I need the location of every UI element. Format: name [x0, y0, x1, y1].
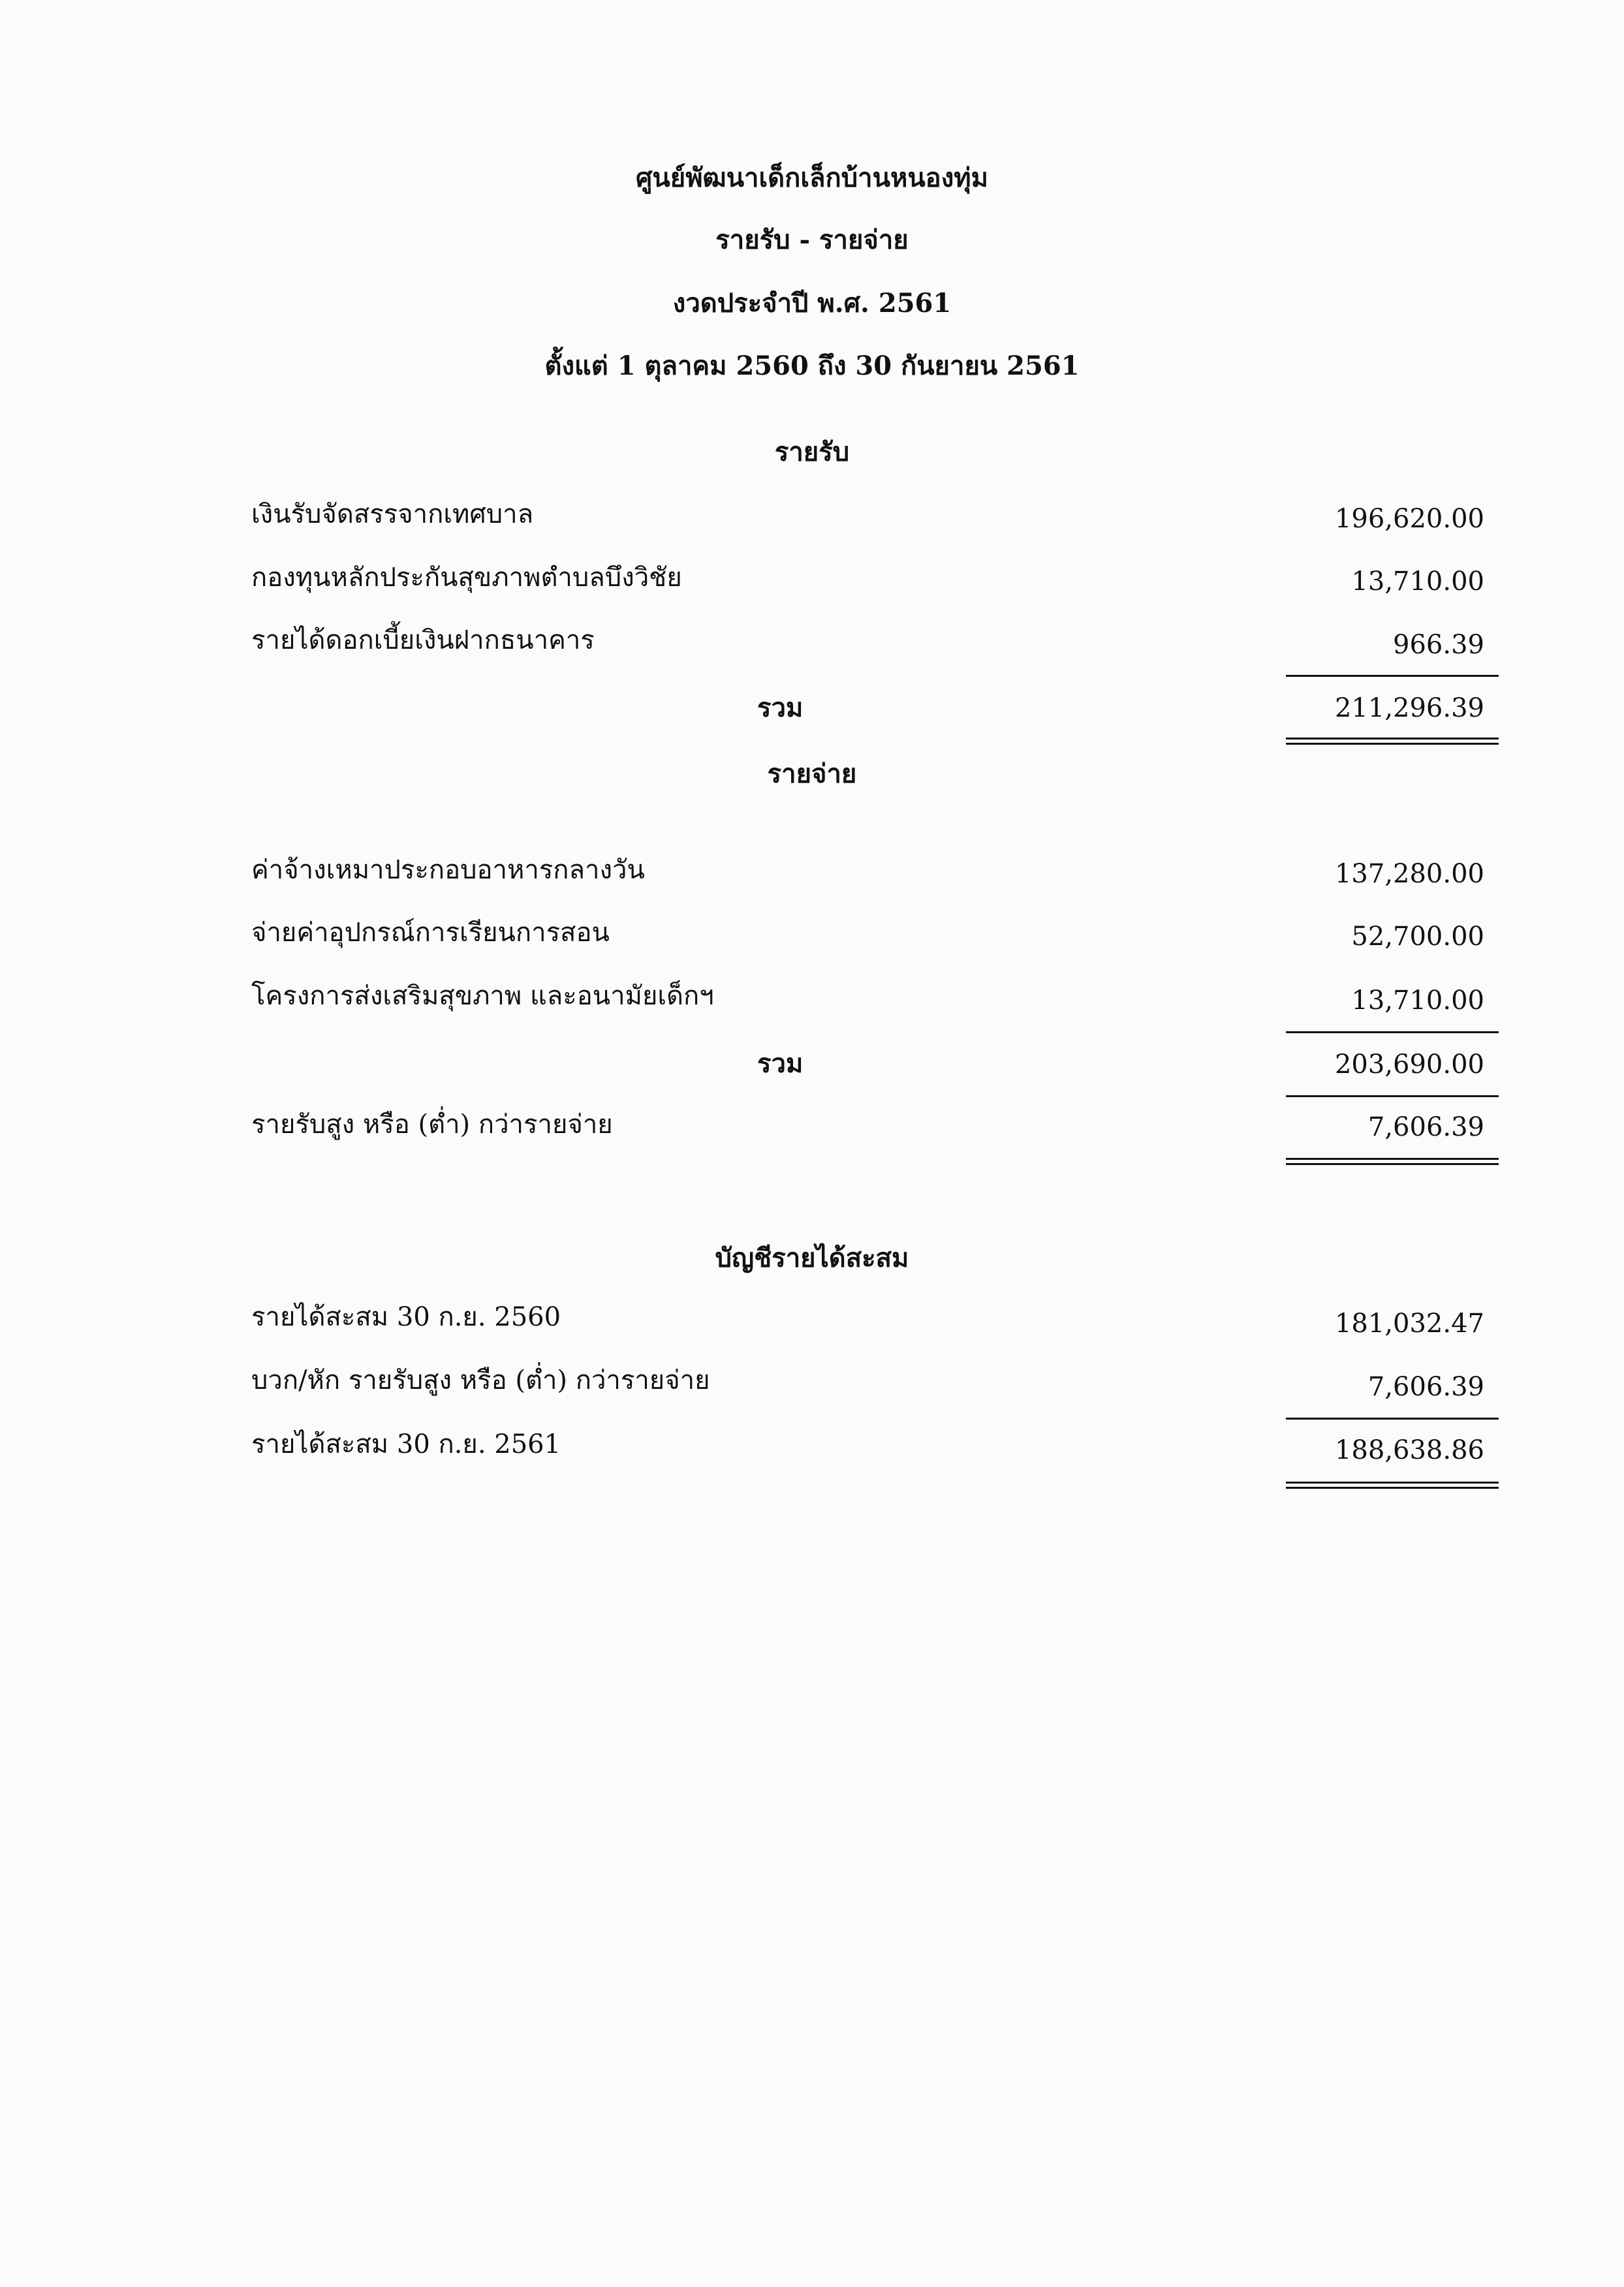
income-item-amount: 196,620.00: [1334, 504, 1484, 534]
accumulated-total-double-rule: [1286, 1482, 1499, 1489]
expense-item-label: โครงการส่งเสริมสุขภาพ และอนามัยเด็กฯ: [251, 981, 714, 1011]
accumulated-subtotal-rule: [1286, 1418, 1499, 1420]
income-item-label: รายได้ดอกเบี้ยเงินฝากธนาคาร: [251, 625, 595, 655]
expense-item-label: จ่ายค่าอุปกรณ์การเรียนการสอน: [251, 918, 610, 948]
accumulated-item-amount: 188,638.86: [1334, 1435, 1484, 1465]
income-total-label: รวม: [757, 692, 804, 723]
statement-title: รายรับ - รายจ่าย: [715, 225, 909, 255]
income-item-label: กองทุนหลักประกันสุขภาพตำบลบึงวิชัย: [251, 563, 682, 593]
income-item-amount: 966.39: [1393, 630, 1484, 660]
accumulated-item-label: รายได้สะสม 30 ก.ย. 2560: [251, 1302, 561, 1332]
surplus-label: รายรับสูง หรือ (ต่ำ) กว่ารายจ่าย: [251, 1110, 613, 1140]
income-item-amount: 13,710.00: [1351, 567, 1484, 597]
expense-item-amount: 52,700.00: [1351, 922, 1484, 952]
expense-subtotal-rule: [1286, 1031, 1499, 1033]
org-name: ศูนย์พัฒนาเด็กเล็กบ้านหนองทุ่ม: [636, 163, 988, 193]
expense-total-rule: [1286, 1095, 1499, 1097]
accumulated-item-amount: 7,606.39: [1367, 1372, 1484, 1402]
income-subtotal-rule: [1286, 675, 1499, 677]
accumulated-heading: บัญชีรายได้สะสม: [715, 1243, 909, 1273]
income-total-amount: 211,296.39: [1334, 693, 1484, 723]
expense-item-amount: 137,280.00: [1334, 859, 1484, 889]
accumulated-item-label: รายได้สะสม 30 ก.ย. 2561: [251, 1429, 561, 1459]
expense-total-amount: 203,690.00: [1334, 1050, 1484, 1080]
statement-period: งวดประจำปี พ.ศ. 2561: [672, 288, 952, 319]
income-heading: รายรับ: [774, 437, 850, 467]
surplus-amount: 7,606.39: [1367, 1112, 1484, 1142]
expense-total-label: รวม: [757, 1048, 804, 1079]
accumulated-item-label: บวก/หัก รายรับสูง หรือ (ต่ำ) กว่ารายจ่าย: [251, 1365, 710, 1395]
accumulated-item-amount: 181,032.47: [1334, 1309, 1484, 1339]
income-item-label: เงินรับจัดสรรจากเทศบาล: [251, 499, 534, 529]
income-total-double-rule: [1286, 738, 1499, 745]
surplus-double-rule: [1286, 1158, 1499, 1165]
statement-range: ตั้งแต่ 1 ตุลาคม 2560 ถึง 30 กันยายน 2561: [544, 350, 1080, 381]
expense-heading: รายจ่าย: [767, 758, 857, 789]
expense-item-label: ค่าจ้างเหมาประกอบอาหารกลางวัน: [251, 855, 645, 885]
expense-item-amount: 13,710.00: [1351, 986, 1484, 1016]
